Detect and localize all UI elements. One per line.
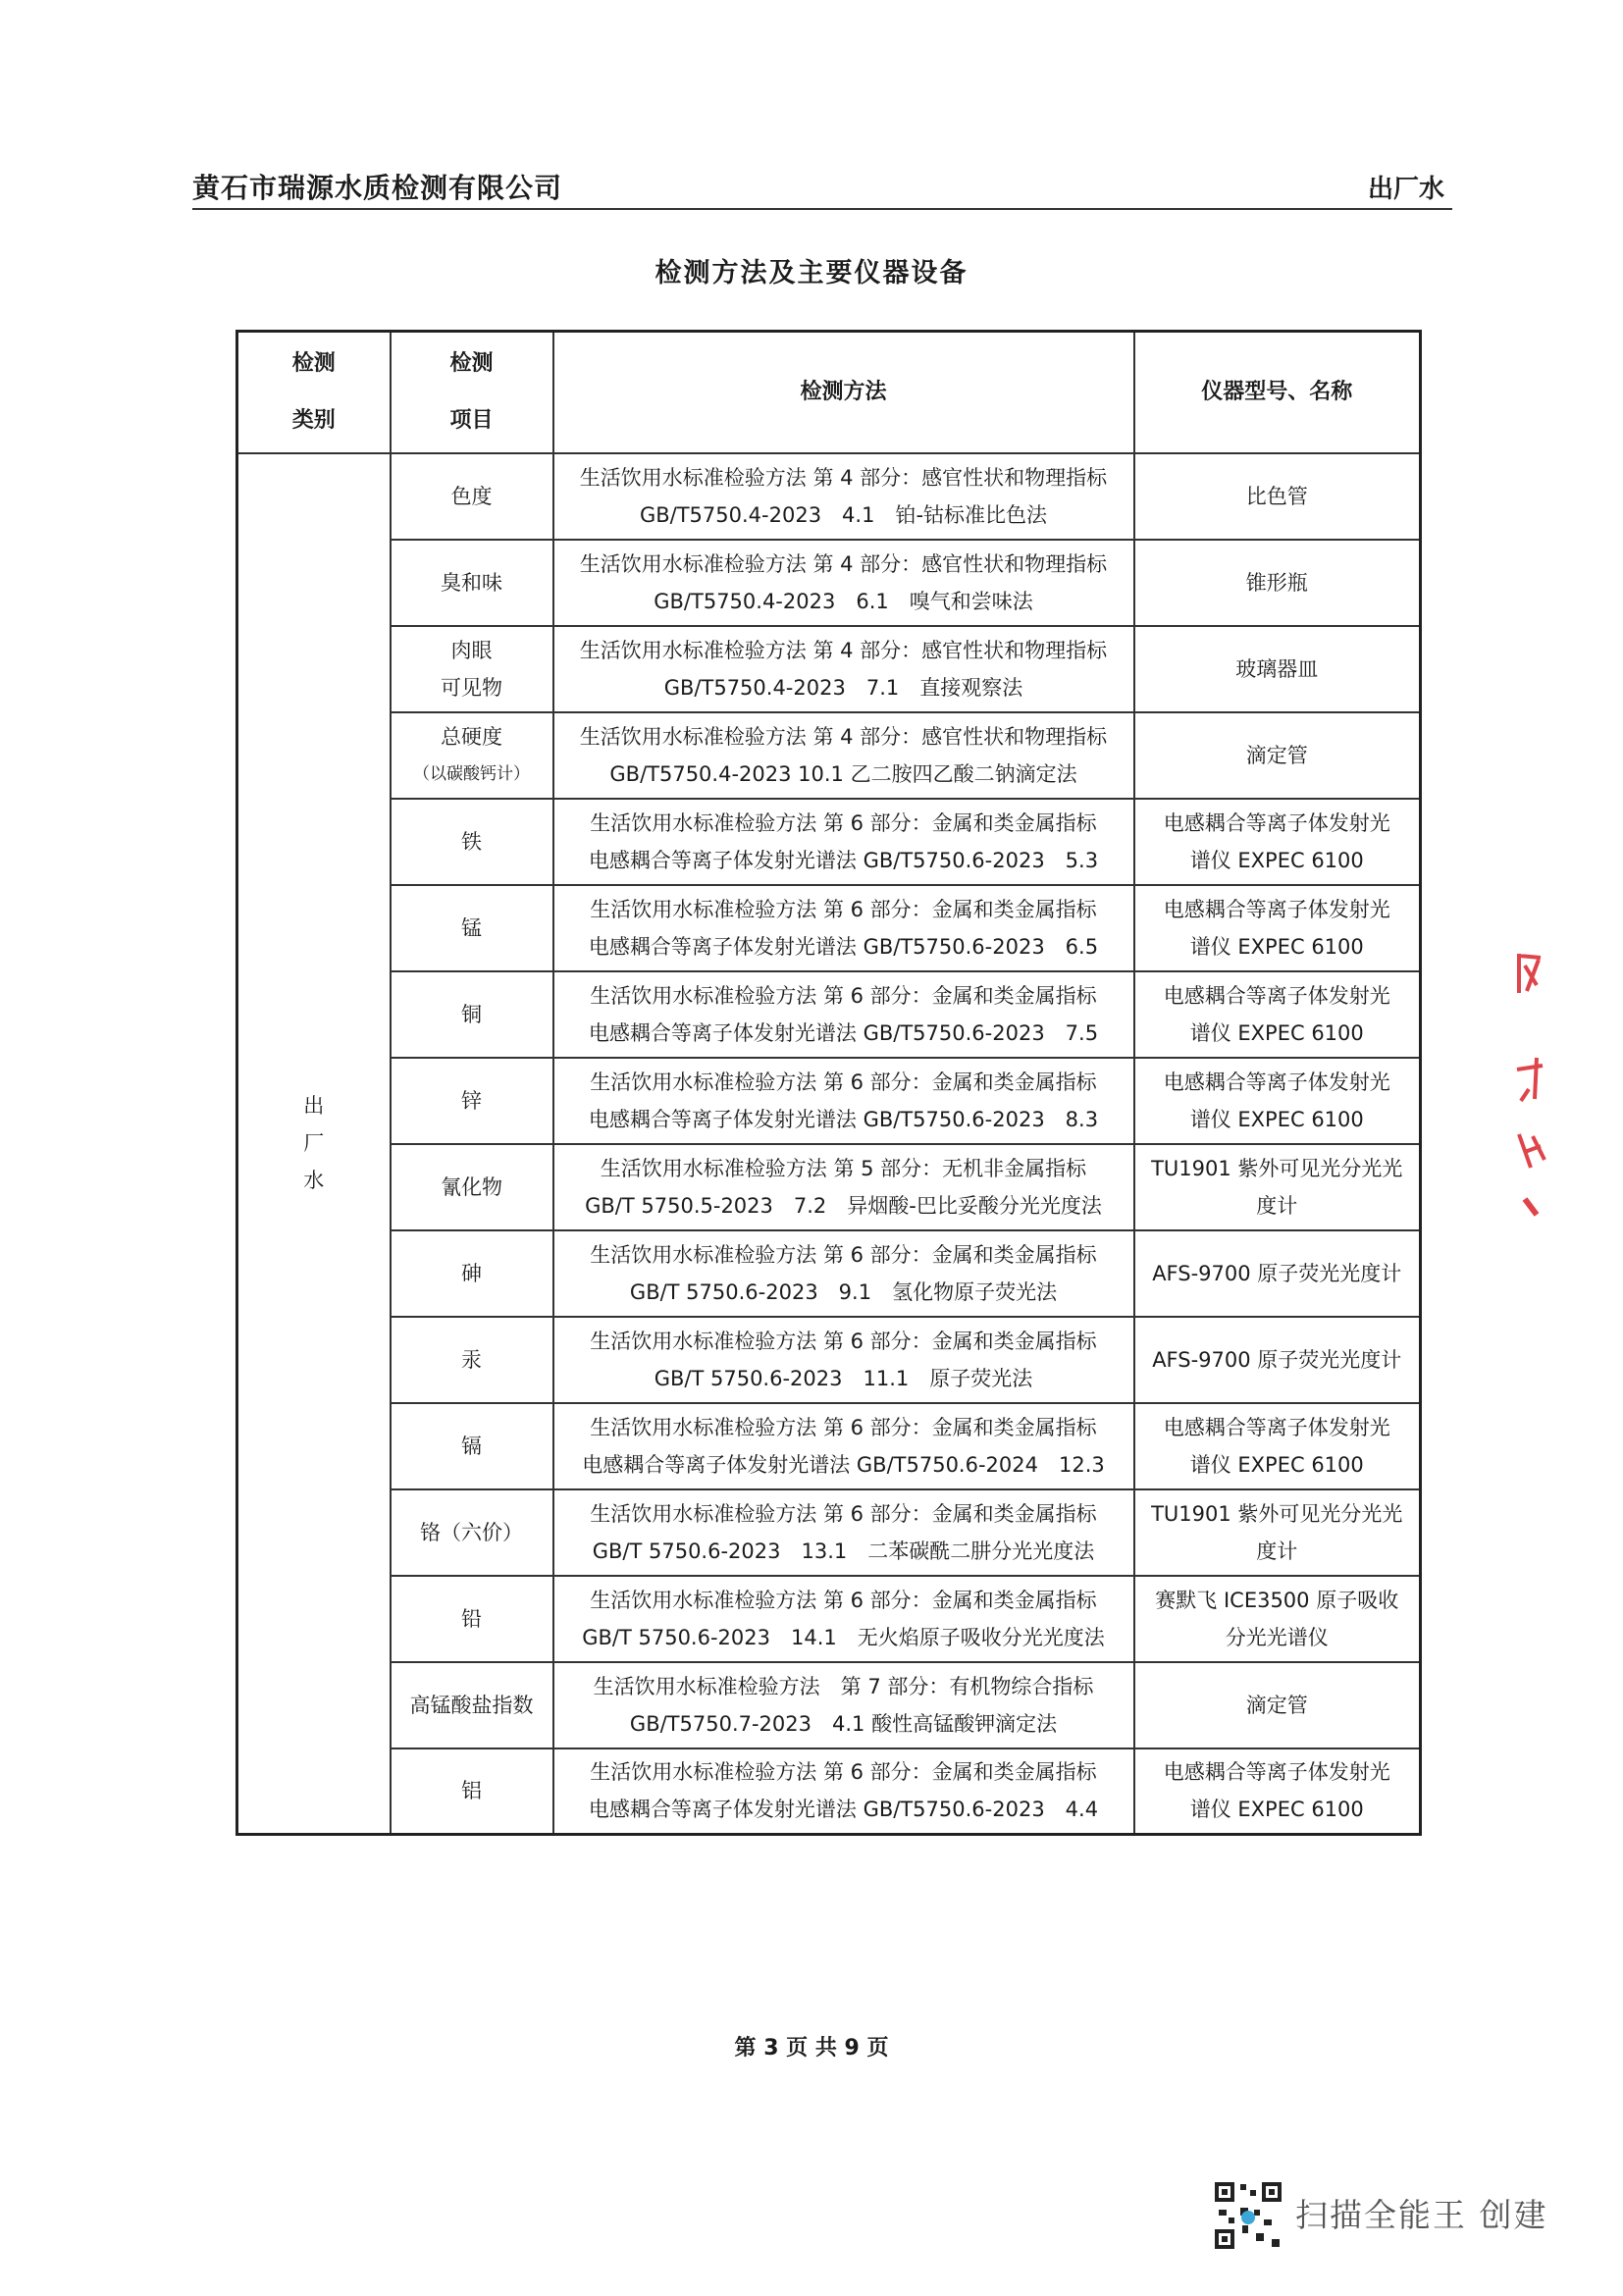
table-header-row <box>237 332 1421 453</box>
table-row <box>237 1317 1421 1403</box>
item-cell: 肉眼 可见物 <box>391 626 553 712</box>
header-item: 检测 项目 <box>391 332 553 453</box>
item-cell: 镉 <box>391 1403 553 1489</box>
category-cell: 出 厂 水 <box>237 453 391 1835</box>
method-cell: 生活饮用水标准检验方法 第 6 部分：金属和类金属指标 GB/T 5750.6-2023 14.1 无火焰原子吸收分光光度法 <box>553 1576 1134 1662</box>
table-row <box>237 540 1421 626</box>
header-instrument: 仪器型号、名称 <box>1134 332 1421 453</box>
instrument-cell: 电感耦合等离子体发射光 谱仪 EXPEC 6100 <box>1134 1058 1421 1144</box>
item-cell: 铁 <box>391 799 553 885</box>
method-cell: 生活饮用水标准检验方法 第 4 部分：感官性状和物理指标 GB/T5750.4-2023 7.1 直接观察法 <box>553 626 1134 712</box>
instrument-cell: 电感耦合等离子体发射光 谱仪 EXPEC 6100 <box>1134 971 1421 1058</box>
method-cell: 生活饮用水标准检验方法 第 6 部分：金属和类金属指标 电感耦合等离子体发射光谱法 GB/T5750.6-2023 6.5 <box>553 885 1134 971</box>
method-cell: 生活饮用水标准检验方法 第 6 部分：金属和类金属指标 电感耦合等离子体发射光谱法 GB/T5750.6-2024 12.3 <box>553 1403 1134 1489</box>
table-row <box>237 1230 1421 1317</box>
table-row <box>237 1748 1421 1835</box>
table-row <box>237 1662 1421 1748</box>
methods-table <box>236 330 1422 1836</box>
instrument-cell: 滴定管 <box>1134 712 1421 799</box>
method-cell: 生活饮用水标准检验方法 第 6 部分：金属和类金属指标 GB/T 5750.6-2023 13.1 二苯碳酰二肼分光光度法 <box>553 1489 1134 1576</box>
company-name: 黄石市瑞源水质检测有限公司 <box>192 172 563 204</box>
sample-type-tag: 出厂水 <box>1367 175 1444 204</box>
table-row <box>237 1576 1421 1662</box>
instrument-cell: 电感耦合等离子体发射光 谱仪 EXPEC 6100 <box>1134 1403 1421 1489</box>
instrument-cell: 锥形瓶 <box>1134 540 1421 626</box>
instrument-cell: 电感耦合等离子体发射光 谱仪 EXPEC 6100 <box>1134 799 1421 885</box>
item-cell: 铅 <box>391 1576 553 1662</box>
item-cell: 铜 <box>391 971 553 1058</box>
instrument-cell: TU1901 紫外可见光分光光 度计 <box>1134 1489 1421 1576</box>
instrument-cell: 滴定管 <box>1134 1662 1421 1748</box>
table-row <box>237 799 1421 885</box>
instrument-cell: 赛默飞 ICE3500 原子吸收 分光光谱仪 <box>1134 1576 1421 1662</box>
method-cell: 生活饮用水标准检验方法 第 4 部分：感官性状和物理指标 GB/T5750.4-2023 4.1 铂-钴标准比色法 <box>553 453 1134 540</box>
method-cell: 生活饮用水标准检验方法 第 7 部分：有机物综合指标 GB/T5750.7-2023 4.1 酸性高锰酸钾滴定法 <box>553 1662 1134 1748</box>
method-cell: 生活饮用水标准检验方法 第 4 部分：感官性状和物理指标 GB/T5750.4-2023 6.1 嗅气和尝味法 <box>553 540 1134 626</box>
instrument-cell: AFS-9700 原子荧光光度计 <box>1134 1230 1421 1317</box>
item-cell: 色度 <box>391 453 553 540</box>
item-cell: 砷 <box>391 1230 553 1317</box>
table-row <box>237 626 1421 712</box>
instrument-cell: AFS-9700 原子荧光光度计 <box>1134 1317 1421 1403</box>
method-cell: 生活饮用水标准检验方法 第 5 部分：无机非金属指标 GB/T 5750.5-2023 7.2 异烟酸-巴比妥酸分光光度法 <box>553 1144 1134 1230</box>
table-row <box>237 712 1421 799</box>
page-title: 检测方法及主要仪器设备 <box>654 258 969 288</box>
method-cell: 生活饮用水标准检验方法 第 6 部分：金属和类金属指标 GB/T 5750.6-2023 9.1 氢化物原子荧光法 <box>553 1230 1134 1317</box>
method-cell: 生活饮用水标准检验方法 第 6 部分：金属和类金属指标 电感耦合等离子体发射光谱法 GB/T5750.6-2023 5.3 <box>553 799 1134 885</box>
instrument-cell: 电感耦合等离子体发射光 谱仪 EXPEC 6100 <box>1134 1748 1421 1835</box>
item-cell: 臭和味 <box>391 540 553 626</box>
method-cell: 生活饮用水标准检验方法 第 6 部分：金属和类金属指标 GB/T 5750.6-2023 11.1 原子荧光法 <box>553 1317 1134 1403</box>
item-cell: 氰化物 <box>391 1144 553 1230</box>
instrument-cell: 电感耦合等离子体发射光 谱仪 EXPEC 6100 <box>1134 885 1421 971</box>
qr-code-icon <box>1213 2180 1283 2251</box>
method-cell: 生活饮用水标准检验方法 第 6 部分：金属和类金属指标 电感耦合等离子体发射光谱法 GB/T5750.6-2023 7.5 <box>553 971 1134 1058</box>
red-stamp-fragment <box>1511 942 1550 1236</box>
header-method: 检测方法 <box>553 332 1134 453</box>
item-cell: 总硬度 （以碳酸钙计） <box>391 712 553 799</box>
item-cell: 锰 <box>391 885 553 971</box>
item-cell: 锌 <box>391 1058 553 1144</box>
item-cell: 铝 <box>391 1748 553 1835</box>
table-row <box>237 1489 1421 1576</box>
table-row <box>237 1144 1421 1230</box>
method-cell: 生活饮用水标准检验方法 第 4 部分：感官性状和物理指标 GB/T5750.4-2023 10.1 乙二胺四乙酸二钠滴定法 <box>553 712 1134 799</box>
scanner-watermark: 扫描全能王 创建 <box>1295 2196 1548 2234</box>
table-row <box>237 453 1421 540</box>
item-note: （以碳酸钙计） <box>413 763 530 784</box>
item-cell: 高锰酸盐指数 <box>391 1662 553 1748</box>
table-row <box>237 885 1421 971</box>
table-row <box>237 1403 1421 1489</box>
method-cell: 生活饮用水标准检验方法 第 6 部分：金属和类金属指标 电感耦合等离子体发射光谱法 GB/T5750.6-2023 4.4 <box>553 1748 1134 1835</box>
instrument-cell: 玻璃器皿 <box>1134 626 1421 712</box>
table-row <box>237 971 1421 1058</box>
page-number: 第 3 页 共 9 页 <box>734 2036 889 2061</box>
method-cell: 生活饮用水标准检验方法 第 6 部分：金属和类金属指标 电感耦合等离子体发射光谱法 GB/T5750.6-2023 8.3 <box>553 1058 1134 1144</box>
table-row <box>237 1058 1421 1144</box>
item-cell: 铬（六价） <box>391 1489 553 1576</box>
instrument-cell: 比色管 <box>1134 453 1421 540</box>
item-cell: 汞 <box>391 1317 553 1403</box>
instrument-cell: TU1901 紫外可见光分光光 度计 <box>1134 1144 1421 1230</box>
header-category: 检测 类别 <box>237 332 391 453</box>
page-header <box>192 163 1452 210</box>
